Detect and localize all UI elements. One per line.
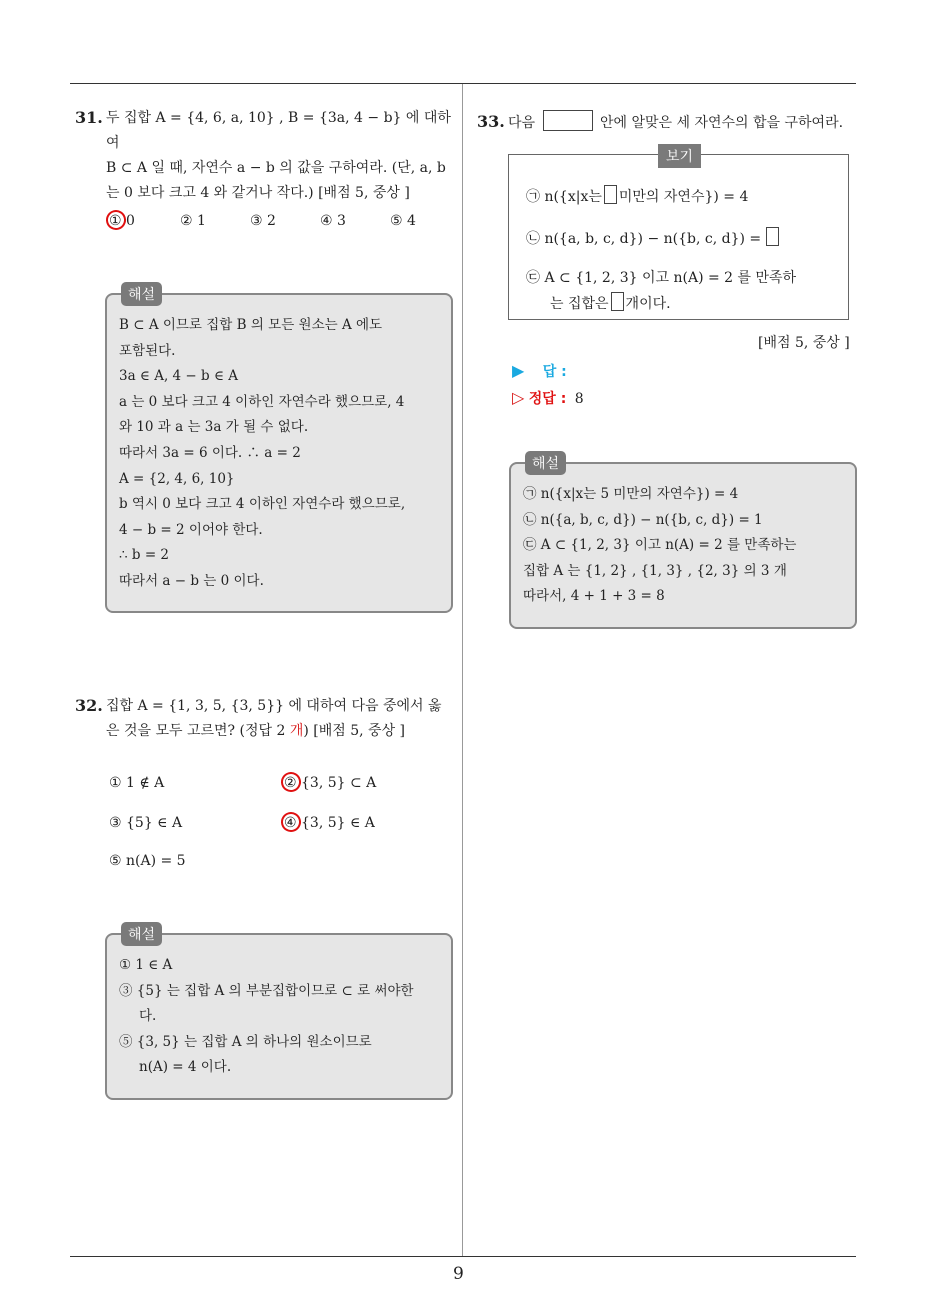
solution-box-31 bbox=[105, 287, 453, 613]
correct-label: 정답 : bbox=[528, 391, 567, 407]
answer-label: 답 : bbox=[542, 364, 567, 380]
solution-line: b 역시 0 보다 크고 4 이하인 자연수라 했으므로, bbox=[119, 496, 406, 513]
bogi-item-3: ㉢ A ⊂ {1, 2, 3} 이고 n(A) = 2 를 만족하 는 집합은 개이다. bbox=[526, 270, 797, 312]
answer-row bbox=[512, 361, 567, 381]
solution-line: ① 1 ∈ A bbox=[119, 957, 173, 973]
choice-label: ④ {3, 5} ∈ A bbox=[284, 815, 375, 831]
correct-answer-row bbox=[512, 388, 584, 408]
solution-line: A = {2, 4, 6, 10} bbox=[119, 470, 235, 487]
question-31-number: 31. bbox=[75, 108, 103, 127]
choice-1[interactable]: ① 1 ∉ A bbox=[109, 775, 165, 791]
choice-2[interactable]: ② 1 bbox=[180, 213, 206, 229]
outline-play-icon: ▷ bbox=[512, 388, 525, 407]
choice-label: ① 0 bbox=[109, 213, 135, 229]
question-32-number: 32. bbox=[75, 696, 103, 715]
question-31-text bbox=[106, 106, 462, 206]
solution-line: 다. bbox=[139, 1008, 157, 1025]
solution-line: n(A) = 4 이다. bbox=[139, 1059, 232, 1076]
bottom-rule bbox=[70, 1256, 856, 1257]
correct-value: 8 bbox=[574, 391, 584, 407]
solution-body bbox=[523, 482, 845, 610]
solution-line: ㉢ A ⊂ {1, 2, 3} 이고 n(A) = 2 를 만족하는 bbox=[523, 537, 797, 554]
choice-4[interactable]: ④ 3 bbox=[320, 213, 346, 229]
question-31-line: 는 0 보다 크고 4 와 같거나 작다.) [배점 5, 중상 ] bbox=[106, 185, 410, 201]
blank-box bbox=[611, 292, 624, 311]
solution-box-33 bbox=[509, 456, 857, 629]
solution-line: 와 10 과 a 는 3a 가 될 수 없다. bbox=[119, 419, 309, 436]
bogi-box bbox=[508, 149, 849, 320]
solution-line: 따라서 a − b 는 0 이다. bbox=[119, 572, 264, 589]
choice-3[interactable]: ③ {5} ∈ A bbox=[109, 815, 183, 831]
solution-label: 해설 bbox=[121, 282, 162, 306]
choice-4[interactable] bbox=[284, 815, 375, 831]
choice-2[interactable] bbox=[284, 775, 376, 791]
solution-line: 따라서 3a = 6 이다. ∴ a = 2 bbox=[119, 444, 301, 461]
choice-5[interactable]: ⑤ n(A) = 5 bbox=[109, 853, 186, 869]
solution-line: a 는 0 보다 크고 4 이하인 자연수라 했으므로, 4 bbox=[119, 393, 405, 410]
solution-line: B ⊂ A 이므로 집합 B 의 모든 원소는 A 에도 bbox=[119, 317, 383, 333]
play-icon: ▶ bbox=[512, 361, 525, 380]
solution-line: 3a ∈ A, 4 − b ∈ A bbox=[119, 368, 238, 385]
solution-line: ③ {5} 는 집합 A 의 부분집합이므로 ⊂ 로 써야한 bbox=[119, 982, 414, 999]
solution-line: 포함된다. bbox=[119, 342, 176, 359]
question-31-line: B ⊂ A 일 때, 자연수 a − b 의 값을 구하여라. (단, a, b bbox=[106, 160, 446, 176]
choice-label: ② {3, 5} ⊂ A bbox=[284, 775, 377, 791]
solution-body bbox=[119, 953, 441, 1081]
solution-line: 따라서, 4 + 1 + 3 = 8 bbox=[523, 588, 665, 605]
page-number: 9 bbox=[453, 1264, 464, 1284]
solution-label: 해설 bbox=[121, 922, 162, 946]
bogi-item-1: ㉠ n({x|x는 미만의 자연수}) = 4 bbox=[526, 185, 748, 206]
question-32-line: 집합 A = {1, 3, 5, {3, 5}} 에 대하여 다음 중에서 옳 bbox=[106, 698, 442, 714]
choice-5[interactable]: ⑤ 4 bbox=[390, 213, 416, 229]
solution-line: 4 − b = 2 이어야 한다. bbox=[119, 521, 263, 538]
question-31-line: 두 집합 A = {4, 6, a, 10} , B = {3a, 4 − b} 에 대하여 bbox=[106, 110, 451, 151]
bogi-item-2: ㉡ n({a, b, c, d}) − n({b, c, d}) = bbox=[526, 227, 779, 248]
column-divider bbox=[462, 84, 463, 1256]
solution-line: ㉠ n({x|x는 5 미만의 자연수}) = 4 bbox=[523, 486, 739, 502]
answer-count: 개 bbox=[289, 723, 304, 739]
bogi-label: 보기 bbox=[658, 144, 701, 168]
question-33-text: 다음 안에 알맞은 세 자연수의 합을 구하여라. bbox=[508, 110, 843, 136]
solution-label: 해설 bbox=[525, 451, 566, 475]
blank-box bbox=[604, 185, 617, 204]
solution-box-32 bbox=[105, 927, 453, 1100]
question-33-number: 33. bbox=[477, 112, 505, 131]
solution-line: ㉡ n({a, b, c, d}) − n({b, c, d}) = 1 bbox=[523, 511, 763, 528]
answer-blank bbox=[543, 110, 593, 131]
solution-line: 집합 A 는 {1, 2} , {1, 3} , {2, 3} 의 3 개 bbox=[523, 562, 787, 579]
solution-line: ⑤ {3, 5} 는 집합 A 의 하나의 원소이므로 bbox=[119, 1033, 372, 1050]
question-32-text bbox=[106, 694, 462, 744]
top-rule bbox=[70, 83, 856, 84]
question-32-line: 은 것을 모두 고르면? (정답 2 개) [배점 5, 중상 ] bbox=[106, 723, 405, 739]
blank-box bbox=[766, 227, 779, 246]
choice-3[interactable]: ③ 2 bbox=[250, 213, 276, 229]
choice-1[interactable] bbox=[109, 213, 135, 229]
solution-body bbox=[119, 313, 441, 595]
solution-line: ∴ b = 2 bbox=[119, 547, 170, 564]
score-33: [배점 5, 중상 ] bbox=[758, 335, 850, 351]
